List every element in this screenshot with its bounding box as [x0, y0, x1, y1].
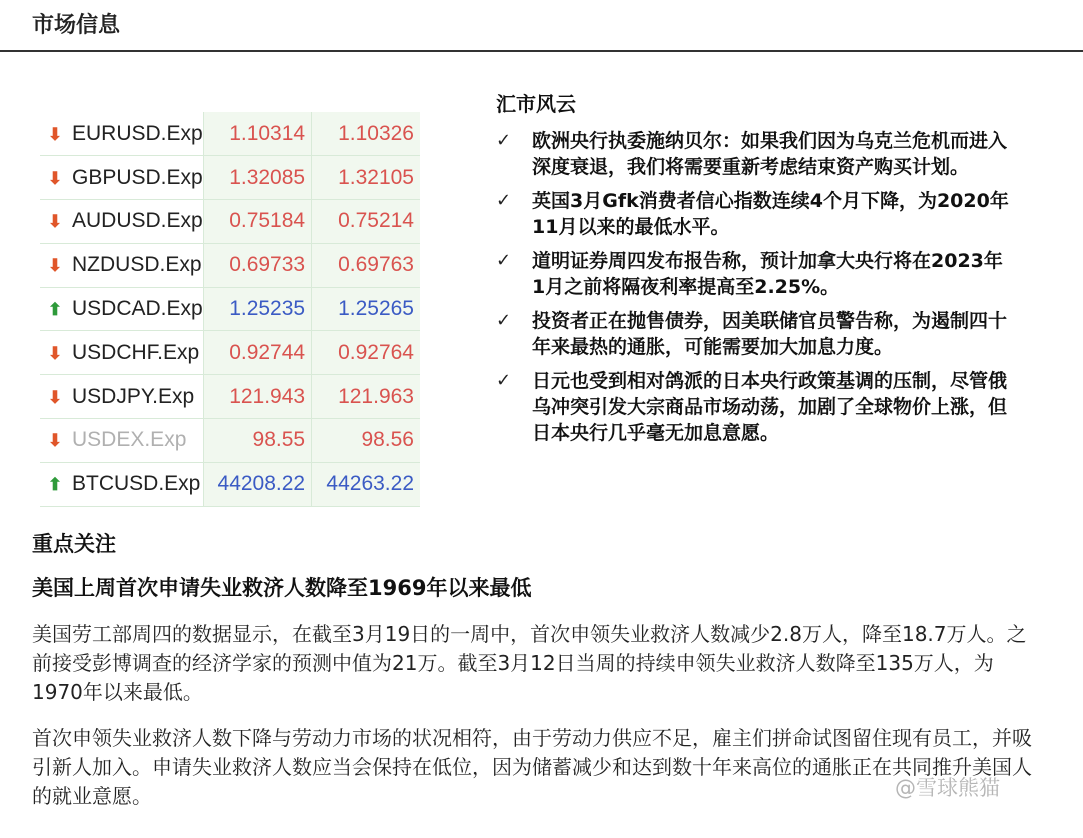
quote-row — [40, 243, 420, 287]
down-arrow-icon: ⬇ — [47, 387, 63, 407]
quote-ask: 98.56 — [312, 419, 420, 463]
page-title: 市场信息 — [32, 13, 121, 38]
quote-symbol-cell — [40, 462, 203, 506]
fx-news-item — [496, 308, 1011, 360]
article-paragraph: 美国劳工部周四的数据显示，在截至3月19日的一周中，首次申领失业救济人数减少2.8万人，降至18.7万人。之前接受彭博调查的经济学家的预测中值为21万。截至3月12日当周的持续申领失业救济人数降至135万人，为1970年以来最低。 — [32, 622, 1027, 704]
quote-symbol-cell — [40, 419, 203, 463]
article-headline: 美国上周首次申请失业救济人数降至1969年以来最低 — [32, 576, 532, 600]
quote-symbol: USDCAD.Exp — [72, 297, 203, 321]
check-icon: ✓ — [496, 370, 512, 391]
quote-symbol-cell — [40, 156, 203, 200]
check-icon: ✓ — [496, 190, 512, 211]
fx-news-item — [496, 368, 1011, 446]
quote-symbol: AUDUSD.Exp — [72, 209, 203, 233]
quote-symbol: EURUSD.Exp — [72, 121, 203, 145]
fx-news-text: 日元也受到相对鸽派的日本央行政策基调的压制，尽管俄乌冲突引发大宗商品市场动荡，加剧了全球物价上涨，但日本央行几乎毫无加息意愿。 — [532, 370, 1008, 444]
fx-news-text: 道明证券周四发布报告称，预计加拿大央行将在2023年1月之前将隔夜利率提高至2.25%。 — [532, 250, 1003, 298]
quote-ask: 44263.22 — [312, 462, 420, 506]
quote-symbol: GBPUSD.Exp — [72, 165, 203, 189]
article-paragraph: 首次申领失业救济人数下降与劳动力市场的状况相符，由于劳动力供应不足，雇主们拼命试图留住现有员工，并吸引新人加入。申请失业救济人数应当会保持在低位，因为储蓄减少和达到数十年来高位的通胀正在共同推升美国人的就业意愿。 — [32, 726, 1032, 808]
quote-symbol-cell — [40, 287, 203, 331]
quote-ask: 1.32105 — [312, 156, 420, 200]
quote-ask: 0.69763 — [312, 243, 420, 287]
down-arrow-icon: ⬇ — [47, 124, 63, 144]
down-arrow-icon: ⬇ — [47, 256, 63, 276]
focus-section-title: 重点关注 — [32, 532, 116, 556]
watermark: @雪球熊猫 — [895, 776, 1000, 800]
quote-ask: 1.25265 — [312, 287, 420, 331]
quote-symbol-cell — [40, 112, 203, 156]
quote-symbol: BTCUSD.Exp — [72, 472, 201, 496]
fx-news-title: 汇市风云 — [496, 92, 576, 116]
quote-symbol-cell — [40, 243, 203, 287]
quote-row — [40, 287, 420, 331]
fx-news-list — [496, 128, 1011, 454]
fx-news-item — [496, 128, 1011, 180]
quote-symbol-cell — [40, 331, 203, 375]
check-icon: ✓ — [496, 130, 512, 151]
quote-row — [40, 156, 420, 200]
quote-row — [40, 419, 420, 463]
down-arrow-icon: ⬇ — [47, 431, 63, 451]
quote-row — [40, 200, 420, 244]
up-arrow-icon: ⬆ — [47, 300, 63, 320]
quote-bid: 0.92744 — [203, 331, 311, 375]
quote-symbol: USDJPY.Exp — [72, 384, 195, 408]
quote-row — [40, 331, 420, 375]
quote-row — [40, 112, 420, 156]
quote-bid: 121.943 — [203, 375, 311, 419]
quote-table-body — [40, 112, 420, 506]
quote-bid: 0.69733 — [203, 243, 311, 287]
quote-symbol: USDCHF.Exp — [72, 340, 200, 364]
quote-bid: 0.75184 — [203, 200, 311, 244]
quote-bid: 1.32085 — [203, 156, 311, 200]
fx-news-text: 英国3月Gfk消费者信心指数连续4个月下降，为2020年11月以来的最低水平。 — [532, 190, 1009, 238]
quote-row — [40, 375, 420, 419]
quote-ask: 0.92764 — [312, 331, 420, 375]
quote-ask: 121.963 — [312, 375, 420, 419]
check-icon: ✓ — [496, 310, 512, 331]
down-arrow-icon: ⬇ — [47, 212, 63, 232]
fx-news-item — [496, 248, 1011, 300]
quote-table — [40, 112, 420, 507]
quote-ask: 0.75214 — [312, 200, 420, 244]
quote-bid: 1.10314 — [203, 112, 311, 156]
quote-symbol-cell — [40, 200, 203, 244]
quote-bid: 98.55 — [203, 419, 311, 463]
fx-news-text: 投资者正在抛售债券，因美联储官员警告称，为遏制四十年来最热的通胀，可能需要加大加息力度。 — [532, 310, 1008, 358]
down-arrow-icon: ⬇ — [47, 343, 63, 363]
quote-row — [40, 462, 420, 506]
fx-news-item — [496, 188, 1011, 240]
check-icon: ✓ — [496, 250, 512, 271]
quote-symbol-cell — [40, 375, 203, 419]
header-divider — [0, 50, 1083, 52]
quote-bid: 44208.22 — [203, 462, 311, 506]
quote-ask: 1.10326 — [312, 112, 420, 156]
up-arrow-icon: ⬆ — [47, 475, 63, 495]
quote-symbol: NZDUSD.Exp — [72, 253, 202, 277]
quote-symbol: USDEX.Exp — [72, 428, 187, 452]
fx-news-text: 欧洲央行执委施纳贝尔：如果我们因为乌克兰危机而进入深度衰退，我们将需要重新考虑结束资产购买计划。 — [532, 130, 1008, 178]
quote-bid: 1.25235 — [203, 287, 311, 331]
down-arrow-icon: ⬇ — [47, 168, 63, 188]
